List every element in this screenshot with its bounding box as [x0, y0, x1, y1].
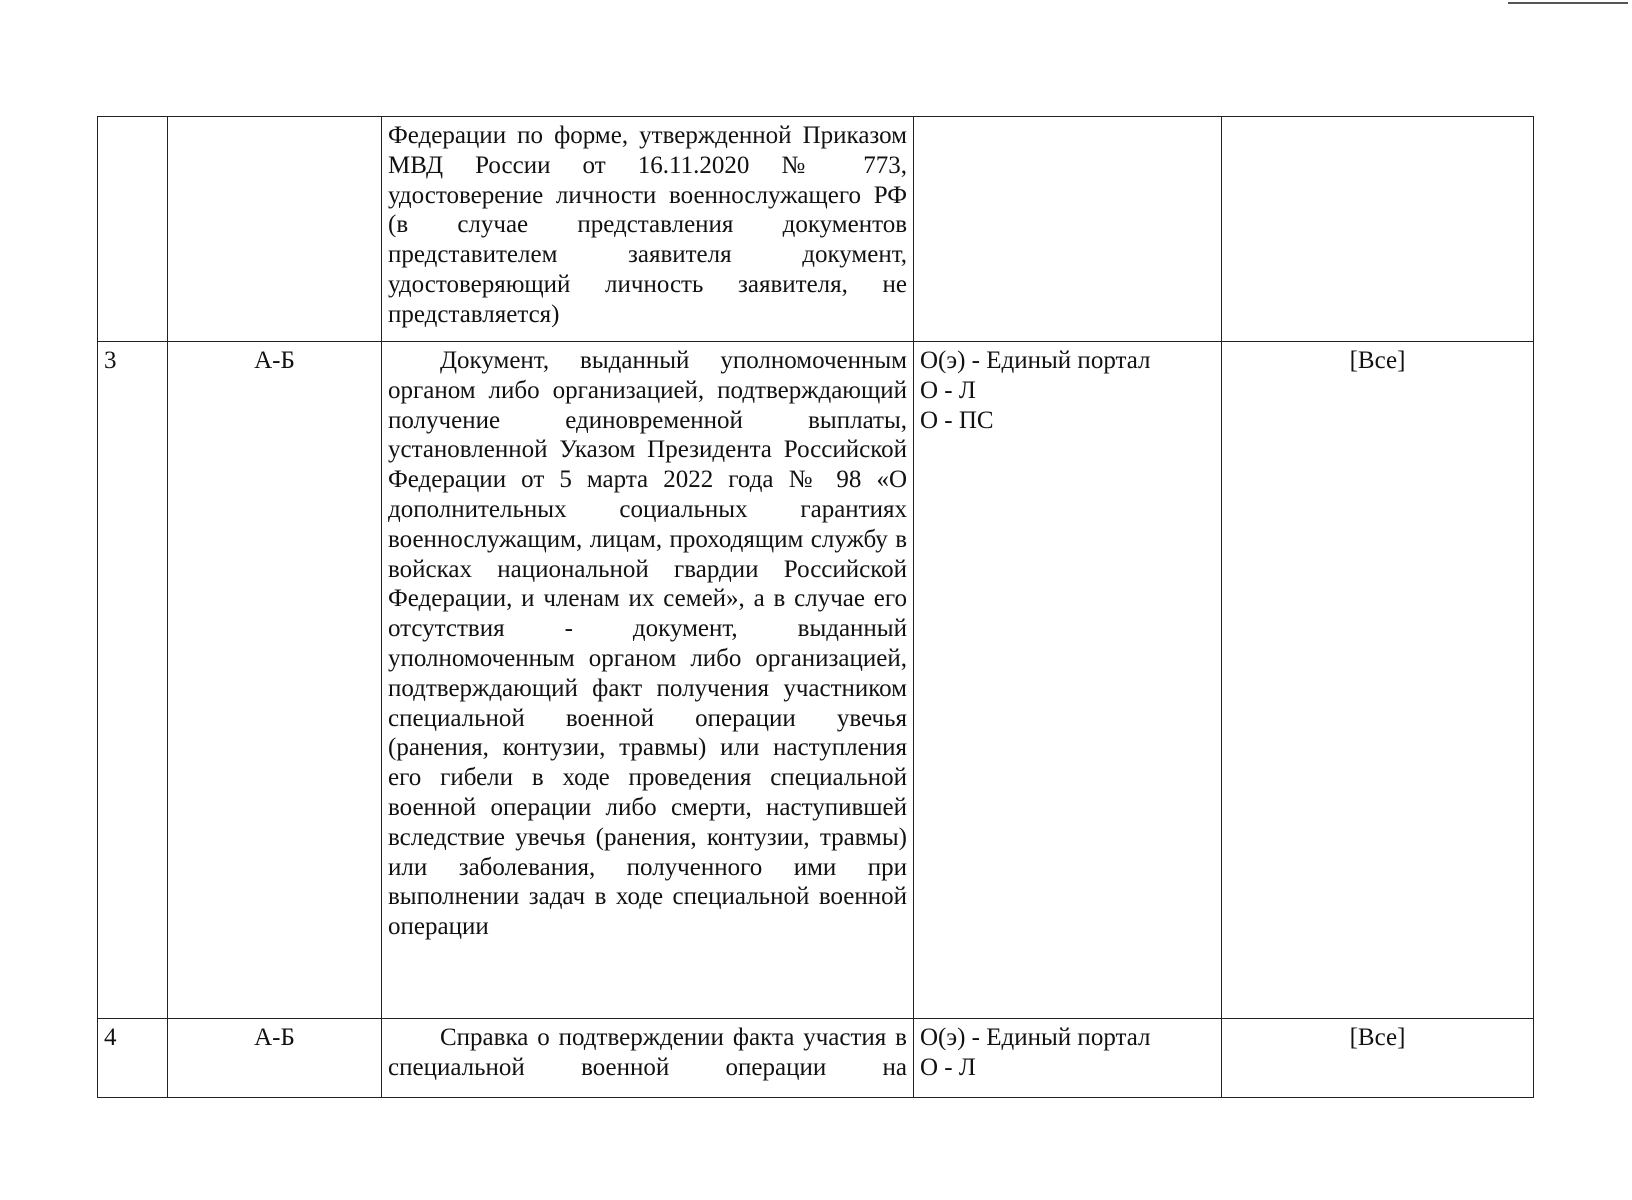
source-item: О - Л	[920, 1053, 976, 1081]
table-row	[98, 1019, 1534, 1098]
sources-cell	[914, 342, 1222, 1019]
source-item: О(э) - Единый портал	[920, 1024, 1151, 1051]
requirements-table	[97, 116, 1534, 1098]
table-row	[98, 117, 1534, 342]
applicability-cell: [Все]	[1222, 1019, 1534, 1098]
document-cell: Федерации по форме, утвержденной Приказом МВД России от 16.11.2020 № 773, удостоверение личности военнослужащего РФ (в случае представления документов представителем заявителя документ, удостоверяющий личность заявителя, не представляется)	[382, 117, 914, 342]
document-cell: Документ, выданный уполномоченным органом либо организацией, подтверждающий получение единовременной выплаты, установленной Указом Президента Российской Федерации от 5 марта 2022 года № 98 «О дополнительных социальных гарантиях военнослужащим, лицам, проходящим службу в войсках национальной гвардии Российской Федерации, и членам их семей», а в случае его отсутствия - документ, выданный уполномоченным органом либо организацией, подтверждающий факт получения участником специальной военной операции увечья (ранения, контузии, травмы) или наступления его гибели в ходе проведения специальной военной операции либо смерти, наступившей вследствие увечья (ранения, контузии, травмы) или заболевания, полученного ими при выполнении задач в ходе специальной военной операции	[382, 342, 914, 1019]
applicability-cell: [Все]	[1222, 342, 1534, 1019]
sources-cell	[914, 117, 1222, 342]
category-cell	[168, 117, 382, 342]
source-item: О - Л	[920, 376, 976, 404]
category-cell: А-Б	[168, 342, 382, 1019]
applicability-cell	[1222, 117, 1534, 342]
document-cell: Справка о подтверждении факта участия в специальной военной операции на	[382, 1019, 914, 1098]
row-number-cell: 3	[98, 342, 168, 1019]
row-number-cell: 4	[98, 1019, 168, 1098]
sources-cell	[914, 1019, 1222, 1098]
source-item: О(э) - Единый портал	[920, 347, 1151, 374]
row-number-cell	[98, 117, 168, 342]
table-row	[98, 342, 1534, 1019]
scan-edge-mark	[1508, 2, 1628, 4]
source-item: О - ПС	[920, 406, 994, 434]
category-cell: А-Б	[168, 1019, 382, 1098]
